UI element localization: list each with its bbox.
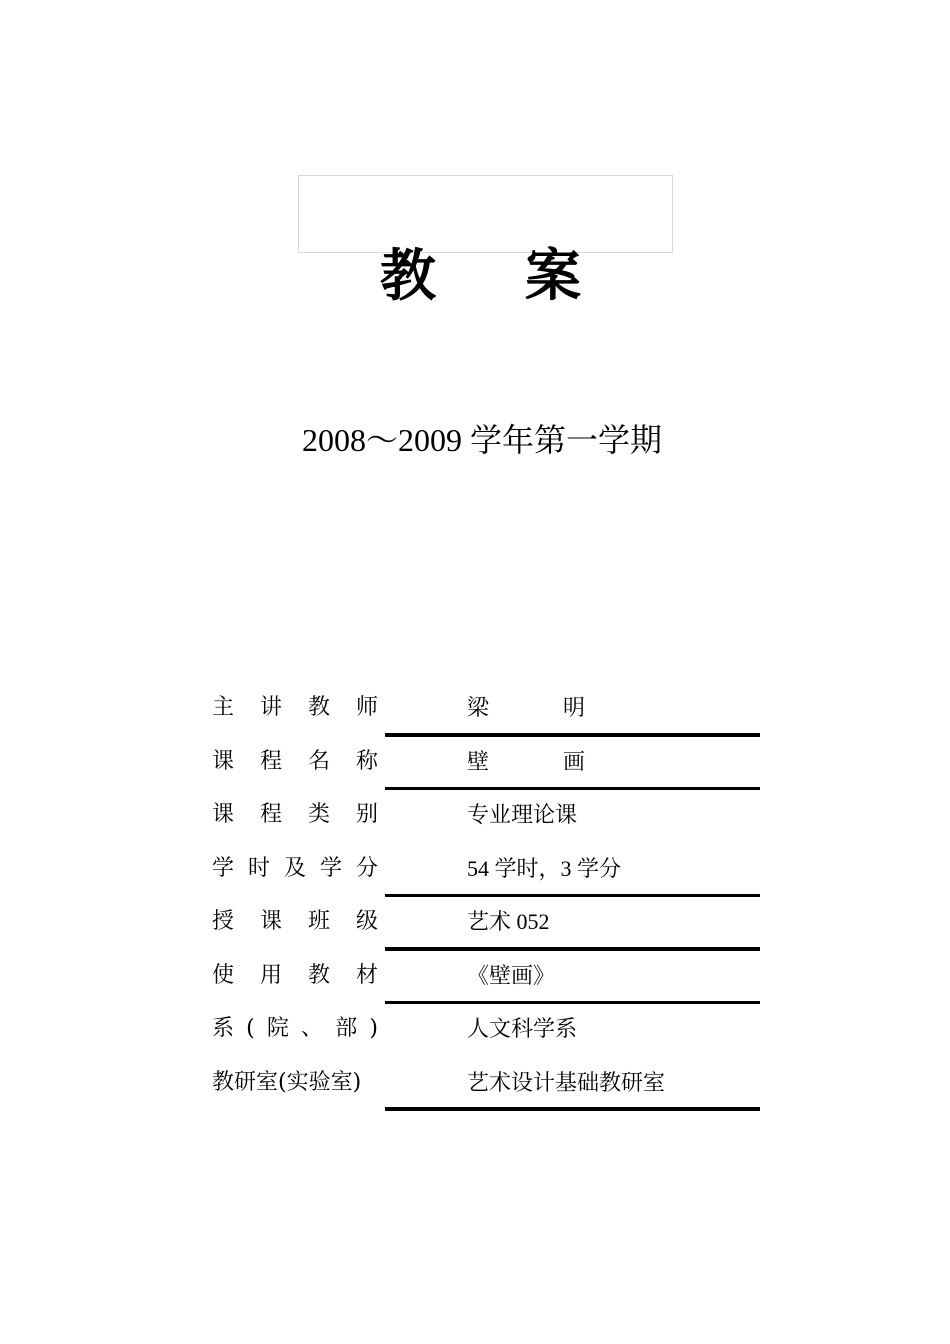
value-char: 画 [562,748,585,774]
label-char: 系 [212,1016,235,1041]
info-row-label [212,905,378,939]
info-row-label [212,852,378,886]
label-text: 教研室(实验室) [212,1069,362,1095]
label-char: 课 [259,909,282,934]
label-char: 学 [212,855,235,881]
label-char: 主 [212,695,235,720]
label-char: ( [246,1016,255,1041]
info-row [212,1004,760,1058]
label-char: 部 [335,1016,358,1041]
label-char: 称 [355,748,378,774]
value-char: 梁 [467,695,490,720]
label-char: 师 [355,695,378,720]
label-char: 别 [355,802,378,827]
label-char: 院 [266,1016,289,1041]
label-char: 材 [355,962,378,988]
label-char: 名 [307,748,330,774]
info-table [212,683,760,1111]
semester-text: 2008～2009 学年第一学期 [301,422,662,458]
label-char: 程 [259,802,282,827]
info-row [212,844,760,898]
info-row [212,897,760,951]
document-title [380,236,590,316]
label-char: 学 [319,855,342,881]
info-row-label [212,691,378,725]
label-char: 讲 [259,695,282,720]
info-row-value: 艺术 052 [467,909,550,934]
info-row-value: 54 学时，3 学分 [467,855,622,881]
label-char: 级 [355,909,378,934]
label-char: 课 [212,748,235,774]
info-row-label [212,745,378,779]
label-char: 分 [355,855,378,881]
info-row-value [467,745,585,779]
label-char: 、 [301,1016,324,1041]
info-row [212,683,760,737]
info-row [212,1058,760,1112]
title-char-1: 教 [380,243,436,309]
title-char-2: 案 [525,243,581,309]
label-char: 类 [307,802,330,827]
label-char: 授 [212,909,235,934]
info-row-label [212,1012,378,1046]
label-char: 使 [212,962,235,988]
info-row [212,790,760,844]
info-row [212,737,760,791]
info-row-value: 专业理论课 [467,802,578,827]
underline-rule [385,1107,760,1111]
info-row-value: 《壁画》 [467,962,556,988]
info-row-value: 艺术设计基础教研室 [467,1069,666,1095]
info-row-label [212,959,378,993]
info-row-label [212,798,378,832]
info-row [212,951,760,1005]
label-char: 教 [307,695,330,720]
label-char: 时 [247,855,270,881]
info-row-value [467,691,585,725]
info-row-label [212,1066,378,1100]
label-char: 程 [259,748,282,774]
info-row-value: 人文科学系 [467,1016,578,1041]
label-char: 用 [259,962,282,988]
label-char: 教 [307,962,330,988]
label-char: 及 [283,855,306,881]
label-char: 班 [307,909,330,934]
label-char: 课 [212,802,235,827]
value-char: 明 [562,695,585,720]
value-char: 壁 [467,748,490,774]
label-char: ) [369,1016,378,1041]
